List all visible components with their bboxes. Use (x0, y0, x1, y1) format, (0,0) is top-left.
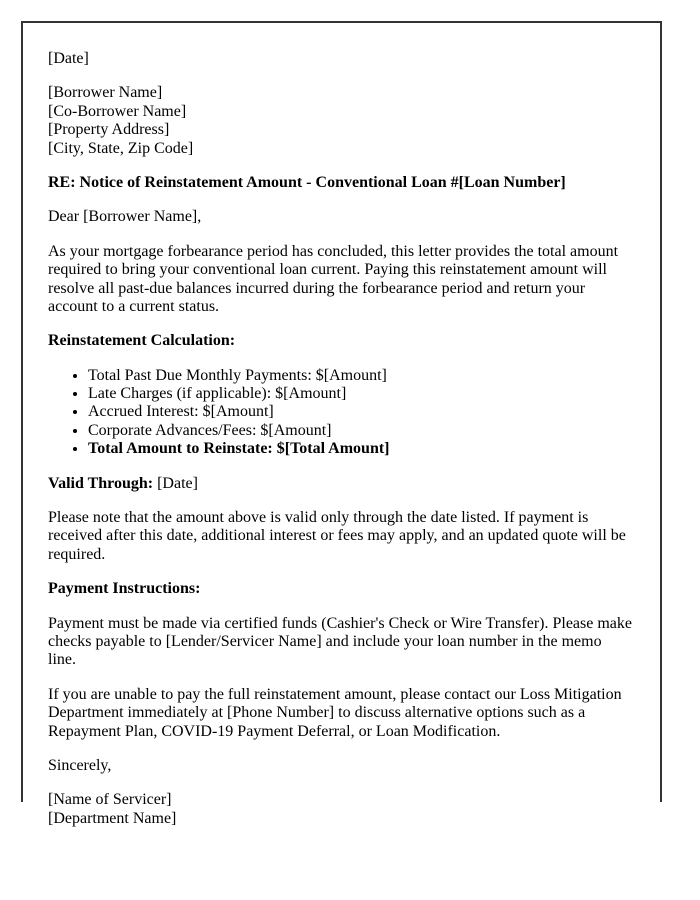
text-line: required to bring your conventional loan current. Paying this reinstatement amount will (48, 261, 607, 279)
text-line: line. (48, 651, 76, 669)
valid-through-label: Valid Through: (48, 474, 154, 492)
calculation-item: • Total Past Due Monthly Payments: $[Amount] (88, 367, 635, 385)
valid-through-line (48, 475, 635, 493)
text-line: [Name of Servicer] (48, 791, 172, 809)
payment-paragraph (48, 615, 635, 670)
salutation: Dear [Borrower Name], (48, 208, 202, 226)
letter-container (21, 21, 662, 827)
date-line: [Date] (48, 50, 89, 67)
text-line: resolve all past-due balances incurred during the forbearance period and return your (48, 279, 586, 297)
subject-line (48, 174, 635, 192)
text-line: [Borrower Name] (48, 84, 163, 102)
text-line: [Department Name] (48, 809, 177, 827)
text-line: Department immediately at [Phone Number] to discuss alternative options such as a (48, 704, 586, 722)
calculation-heading (48, 332, 635, 350)
calculation-item: • Total Amount to Reinstate: $[Total Amount] (88, 440, 635, 458)
text-line: received after this date, additional interest or fees may apply, and an updated quote will be (48, 527, 626, 545)
text-line: account to a current status. (48, 297, 220, 315)
validity-note-paragraph (48, 509, 635, 564)
signature-block (48, 791, 635, 828)
text-line: required. (48, 545, 106, 563)
text-line: As your mortgage forbearance period has concluded, this letter provides the total amount (48, 242, 619, 260)
valid-through-value: [Date] (157, 474, 198, 492)
calculation-item: • Corporate Advances/Fees: $[Amount] (88, 422, 635, 440)
calculation-heading-text: Reinstatement Calculation: (48, 332, 236, 350)
recipient-block (48, 84, 635, 158)
closing-line: Sincerely, (48, 756, 112, 774)
text-line: Please note that the amount above is valid only through the date listed. If payment is (48, 509, 589, 527)
text-line: Repayment Plan, COVID-19 Payment Deferral, or Loan Modification. (48, 722, 501, 740)
calculation-list (48, 367, 635, 459)
intro-paragraph (48, 243, 635, 317)
subject-line-text: RE: Notice of Reinstatement Amount - Conventional Loan #[Loan Number] (48, 173, 566, 191)
assistance-paragraph (48, 686, 635, 741)
calculation-item: • Late Charges (if applicable): $[Amount] (88, 385, 635, 403)
text-line: If you are unable to pay the full reinstatement amount, please contact our Loss Mitigation (48, 685, 622, 703)
payment-heading (48, 580, 635, 598)
calculation-item: • Accrued Interest: $[Amount] (88, 403, 635, 421)
text-line: [City, State, Zip Code] (48, 139, 194, 157)
text-line: checks payable to [Lender/Servicer Name] and include your loan number in the memo (48, 632, 602, 650)
text-line: [Property Address] (48, 121, 170, 139)
payment-heading-text: Payment Instructions: (48, 580, 201, 598)
text-line: [Co-Borrower Name] (48, 102, 187, 120)
text-line: Payment must be made via certified funds (Cashier's Check or Wire Transfer). Please make (48, 614, 633, 632)
